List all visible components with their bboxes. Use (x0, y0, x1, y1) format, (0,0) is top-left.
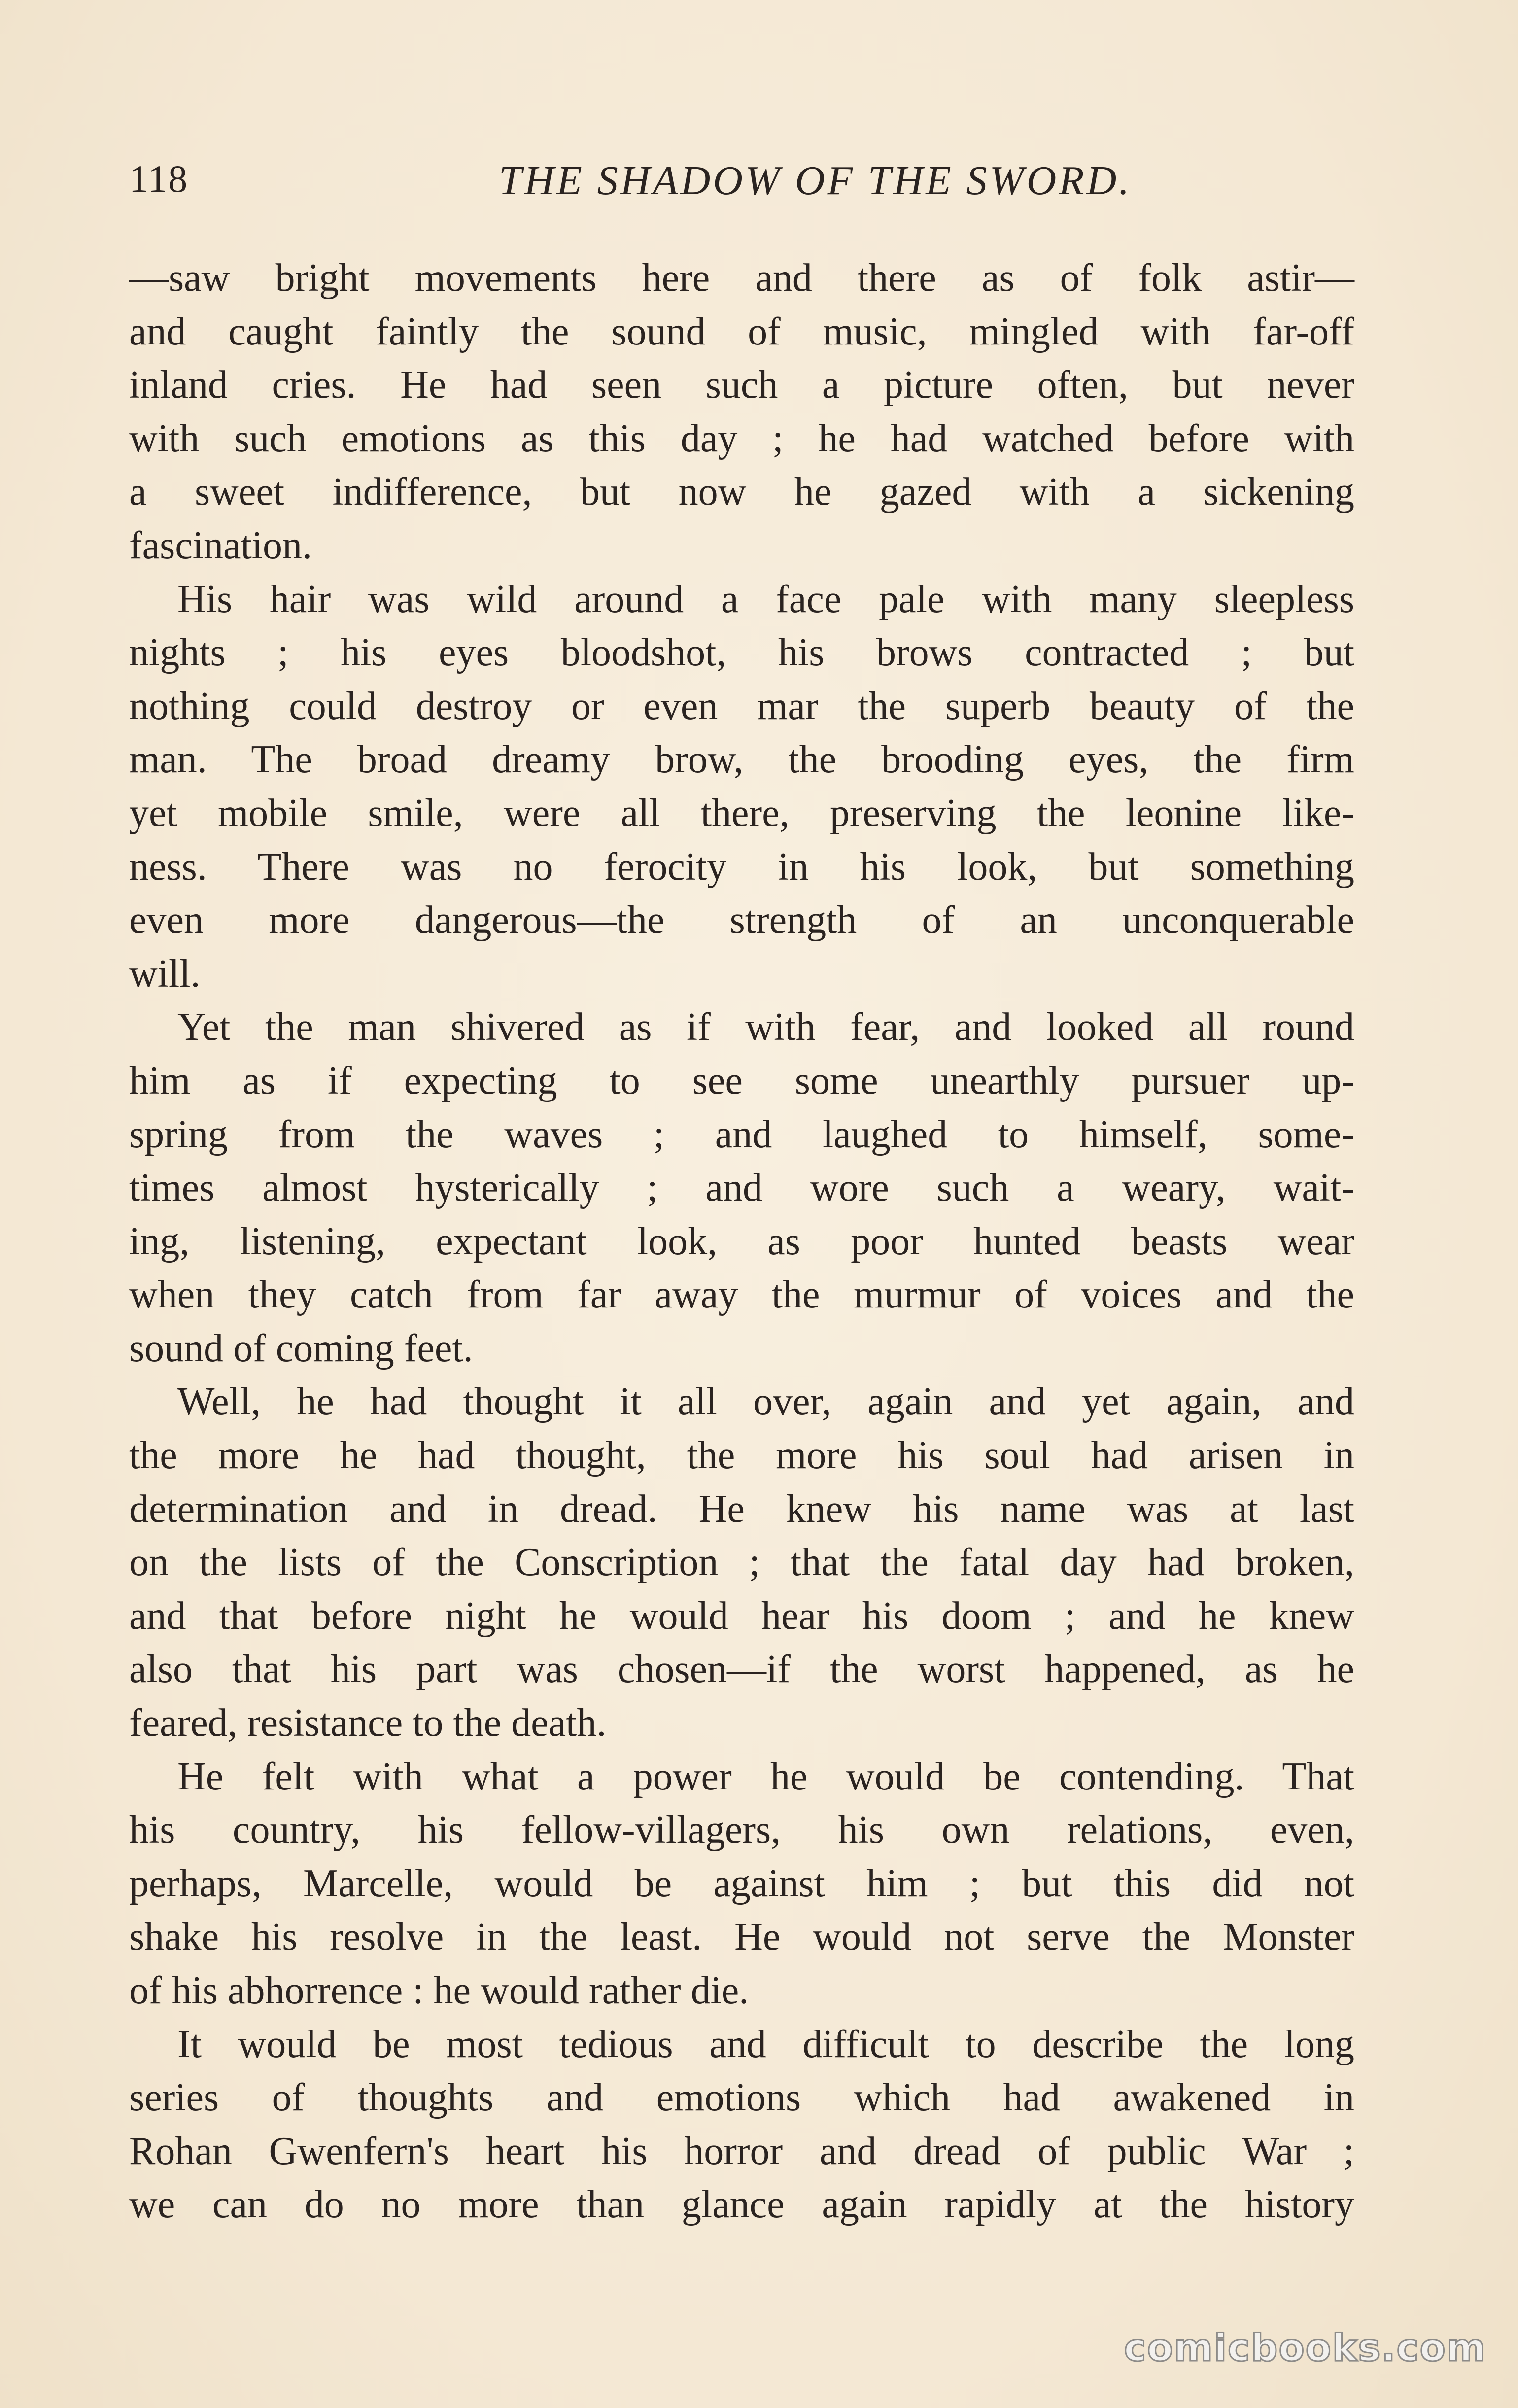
paragraph (129, 2018, 1354, 2232)
text-line: on the lists of the Conscription ; that the fatal day had broken, (129, 1541, 1354, 1584)
text-line: times almost hysterically ; and wore such a weary, wait- (129, 1166, 1354, 1210)
text-line: also that his part was chosen—if the worst happened, as he (129, 1648, 1354, 1691)
paragraph (129, 1375, 1354, 1750)
watermark-logo: comicbooks.com (1124, 2326, 1486, 2370)
text-line: perhaps, Marcelle, would be against him ; but this did not (129, 1861, 1354, 1905)
text-line: His hair was wild around a face pale with many sleepless (177, 577, 1354, 621)
text-line: Well, he had thought it all over, again and yet again, and (177, 1380, 1354, 1424)
text-line: feared, resistance to the death. (129, 1701, 607, 1745)
text-line: fascination. (129, 523, 312, 567)
body-text (129, 251, 1354, 2232)
text-line: his country, his fellow-villagers, his own relations, even, (129, 1808, 1354, 1852)
text-line: Yet the man shivered as if with fear, and looked all round (177, 1005, 1354, 1049)
text-line: of his abhorrence : he would rather die. (129, 1969, 749, 2012)
text-line: when they catch from far away the murmur of voices and the (129, 1273, 1354, 1317)
text-line: It would be most tedious and difficult to describe the long (177, 2022, 1354, 2066)
text-line: Rohan Gwenfern's heart his horror and dread of public War ; (129, 2129, 1354, 2173)
text-line: ness. There was no ferocity in his look, but something (129, 845, 1354, 889)
text-line: ing, listening, expectant look, as poor hunted beasts wear (129, 1219, 1354, 1263)
paragraph (129, 1000, 1354, 1375)
text-line: with such emotions as this day ; he had watched before with (129, 416, 1354, 460)
page-header (129, 157, 1356, 211)
text-line: the more he had thought, the more his soul had arisen in (129, 1434, 1354, 1478)
paragraph (129, 251, 1354, 573)
text-line: series of thoughts and emotions which had awakened in (129, 2076, 1354, 2120)
running-title: THE SHADOW OF THE SWORD. (499, 158, 1132, 204)
text-line: a sweet indifference, but now he gazed with a sickening (129, 470, 1354, 514)
text-line: yet mobile smile, were all there, preserving the leonine like- (129, 791, 1354, 835)
text-line: man. The broad dreamy brow, the brooding eyes, the firm (129, 738, 1354, 782)
text-line: He felt with what a power he would be contending. That (177, 1754, 1354, 1798)
text-line: even more dangerous—the strength of an unconquerable (129, 898, 1354, 942)
text-line: him as if expecting to see some unearthly pursuer up- (129, 1059, 1354, 1102)
text-line: we can do no more than glance again rapidly at the history (129, 2183, 1354, 2227)
text-line: and that before night he would hear his doom ; and he knew (129, 1594, 1354, 1638)
text-line: nights ; his eyes bloodshot, his brows contracted ; but (129, 631, 1354, 675)
page-number: 118 (129, 157, 189, 200)
text-line: —saw bright movements here and there as of folk astir— (129, 256, 1354, 300)
text-line: inland cries. He had seen such a picture often, but never (129, 363, 1354, 407)
text-line: sound of coming feet. (129, 1326, 473, 1370)
paragraph (129, 1750, 1354, 2018)
text-line: shake his resolve in the least. He would not serve the Monster (129, 1915, 1354, 1959)
text-line: spring from the waves ; and laughed to himself, some- (129, 1112, 1354, 1156)
text-line: determination and in dread. He knew his name was at last (129, 1487, 1354, 1531)
text-line: will. (129, 952, 201, 996)
text-line: nothing could destroy or even mar the superb beauty of the (129, 684, 1354, 728)
text-line: and caught faintly the sound of music, mingled with far-off (129, 310, 1354, 353)
paragraph (129, 573, 1354, 1001)
